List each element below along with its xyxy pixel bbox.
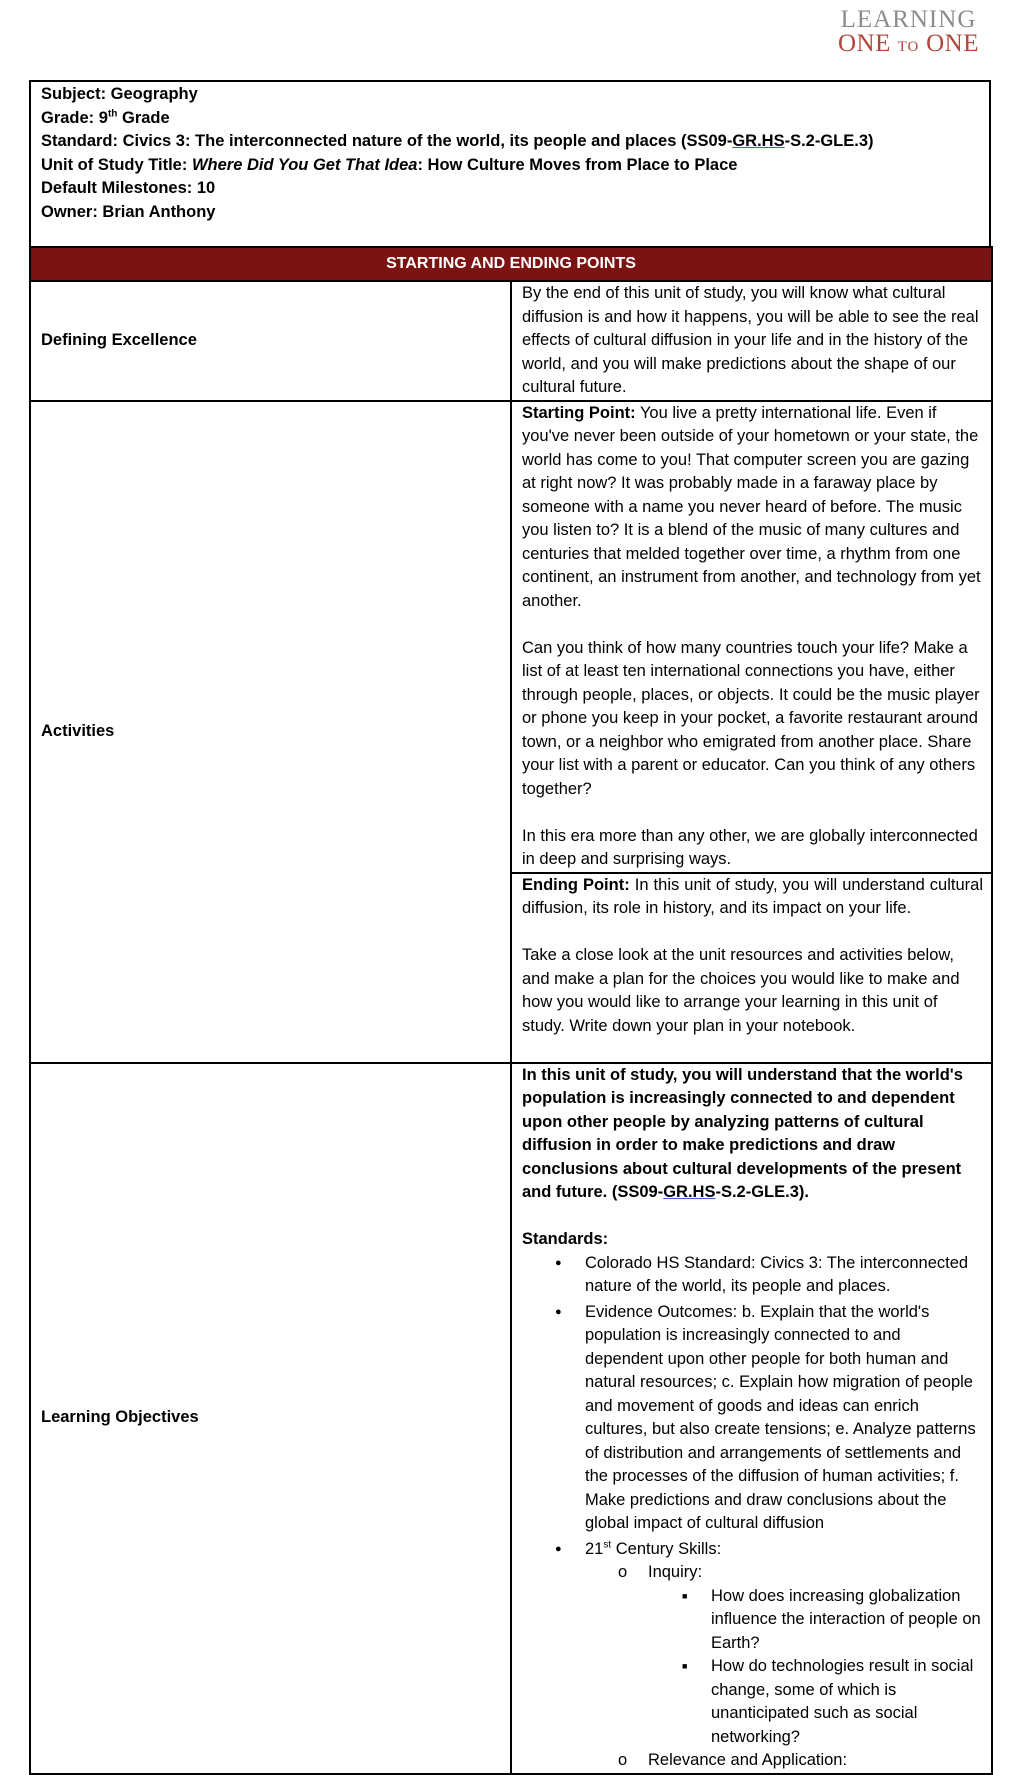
logo-line-2 [838,32,979,59]
relevance-item: o Relevance and Application: [522,1749,983,1773]
ending-point-para-2: Take a close look at the unit resources and activities below, and make a plan for the choices you would like to make and how you would like to arrange your learning in this unit of study. Write down your plan in your notebook. [522,946,960,1035]
ending-point-para [522,874,983,921]
milestones-line: Default Milestones: 10 [41,179,216,198]
activities-para-3: In this era more than any other, we are globally interconnected in deep and surprising ways. [522,826,978,868]
unit-suffix: : How Culture Moves from Place to Place [417,155,738,174]
learning-one-to-one-logo [838,8,979,59]
logo-word-one: ONE [837,30,891,57]
question-1: ■ How does increasing globalization influence the interaction of people on Earth? [522,1585,983,1656]
standards-bullet-2: ● Evidence Outcomes: b. Explain that the world's population is increasingly connected to and dependent upon other people for both human and natural resources; c. Explain how migration of people and movement of goods and ideas can enrich cultures, but also create tensions; e. Analyze patterns of distribution and arrangements of settlements and the processes of the diffusion of human activities; f. Make predictions and draw conclusions about the global impact of cultural diffusion [522,1301,983,1536]
logo-line-1: LEARNING [840,6,977,33]
grade-sup: th [107,108,118,120]
objectives-intro-suffix: -S.2-GLE.3). [715,1183,809,1201]
standard-line [41,130,979,154]
learning-objectives-row [30,1063,992,1774]
activities-row [30,401,992,873]
logo-word-one-2: ONE [926,30,979,57]
objectives-intro-prefix: In this unit of study, you will understand that the world's population is increasingly connected to and dependent upon other people by analyzing patterns of cultural diffusion in order to make predictions and draw conclusions about cultural developments of the present and future. (SS09- [522,1065,963,1201]
ending-point-cell [511,873,992,1063]
defining-excellence-text: By the end of this unit of study, you will know what cultural diffusion is and how it happens, you will be able to see the real effects of cultural diffusion in your life and in the history of the world, and you will make predictions about the shape of our cultural future. [511,281,992,401]
grade-prefix: Grade: 9 [41,108,108,127]
activities-para-2: Can you think of how many countries touch your life? Make a list of at least ten international connections you have, either through people, places, or objects. It could be the music player or phone you keep in your pocket, a favorite restaurant around town, or a neighbor who emigrated from another place. Share your list with a parent or educator. Can you think of any others together? [522,638,980,798]
ending-point-label: Ending Point: [522,875,630,894]
bullet-3-prefix: 21 [585,1539,604,1558]
unit-title-italic: Where Did You Get That Idea [191,155,418,174]
bullet-3-suffix: Century Skills: [611,1539,722,1558]
section-banner-row [30,247,992,281]
question-2: ■ How do technologies result in social change, some of which is unanticipated such as social networking? [522,1655,983,1749]
grade-suffix: Grade [117,108,170,127]
starting-point-label: Starting Point: [522,403,636,422]
activities-label: Activities [30,401,511,1063]
defining-excellence-label: Defining Excellence [30,281,511,401]
unit-prefix: Unit of Study Title: [41,155,192,174]
bullet-3-sup: st [603,1539,612,1550]
owner-line: Owner: Brian Anthony [41,202,216,221]
learning-objectives-label: Learning Objectives [30,1063,511,1774]
standards-bullet-1: ● Colorado HS Standard: Civics 3: The interconnected nature of the world, its people and places. [522,1252,983,1299]
defining-excellence-row [30,281,992,401]
logo-word-to: TO [897,39,920,55]
standard-code-link: GR.HS [732,132,785,151]
objectives-code-link: GR.HS [663,1183,716,1201]
inquiry-item: o Inquiry: [522,1561,983,1585]
standard-prefix: Standard: Civics 3: The interconnected nature of the world, its people and places (SS09- [41,132,733,151]
learning-objectives-cell [511,1063,992,1774]
starting-point-text: You live a pretty international life. Even if you've never been outside of your hometown or your state, the world has come to you! That computer screen you are gazing at right now? It was probably made in a faraway place by someone with a name you never heard of before. The music you listen to? It is a blend of the music of many cultures and centuries that melded together over time, a rhythm from one continent, an instrument from another, and technology from yet another. [522,403,981,610]
starting-point-cell [511,401,992,873]
standard-suffix: -S.2-GLE.3) [784,132,874,151]
ending-point-text: In this unit of study, you will understand cultural diffusion, its role in history, and its impact on your life. [522,875,983,917]
starting-point-para [522,402,983,614]
standards-list [522,1252,983,1773]
grade-line [41,107,979,131]
standards-heading: Standards: [522,1230,609,1248]
subject-line: Subject: Geography [41,85,198,103]
unit-header-box [29,80,991,246]
unit-table [29,246,993,1775]
section-banner: STARTING AND ENDING POINTS [30,247,992,281]
standards-bullet-3 [522,1538,983,1562]
unit-title-line [41,154,979,178]
objectives-intro [522,1064,983,1205]
